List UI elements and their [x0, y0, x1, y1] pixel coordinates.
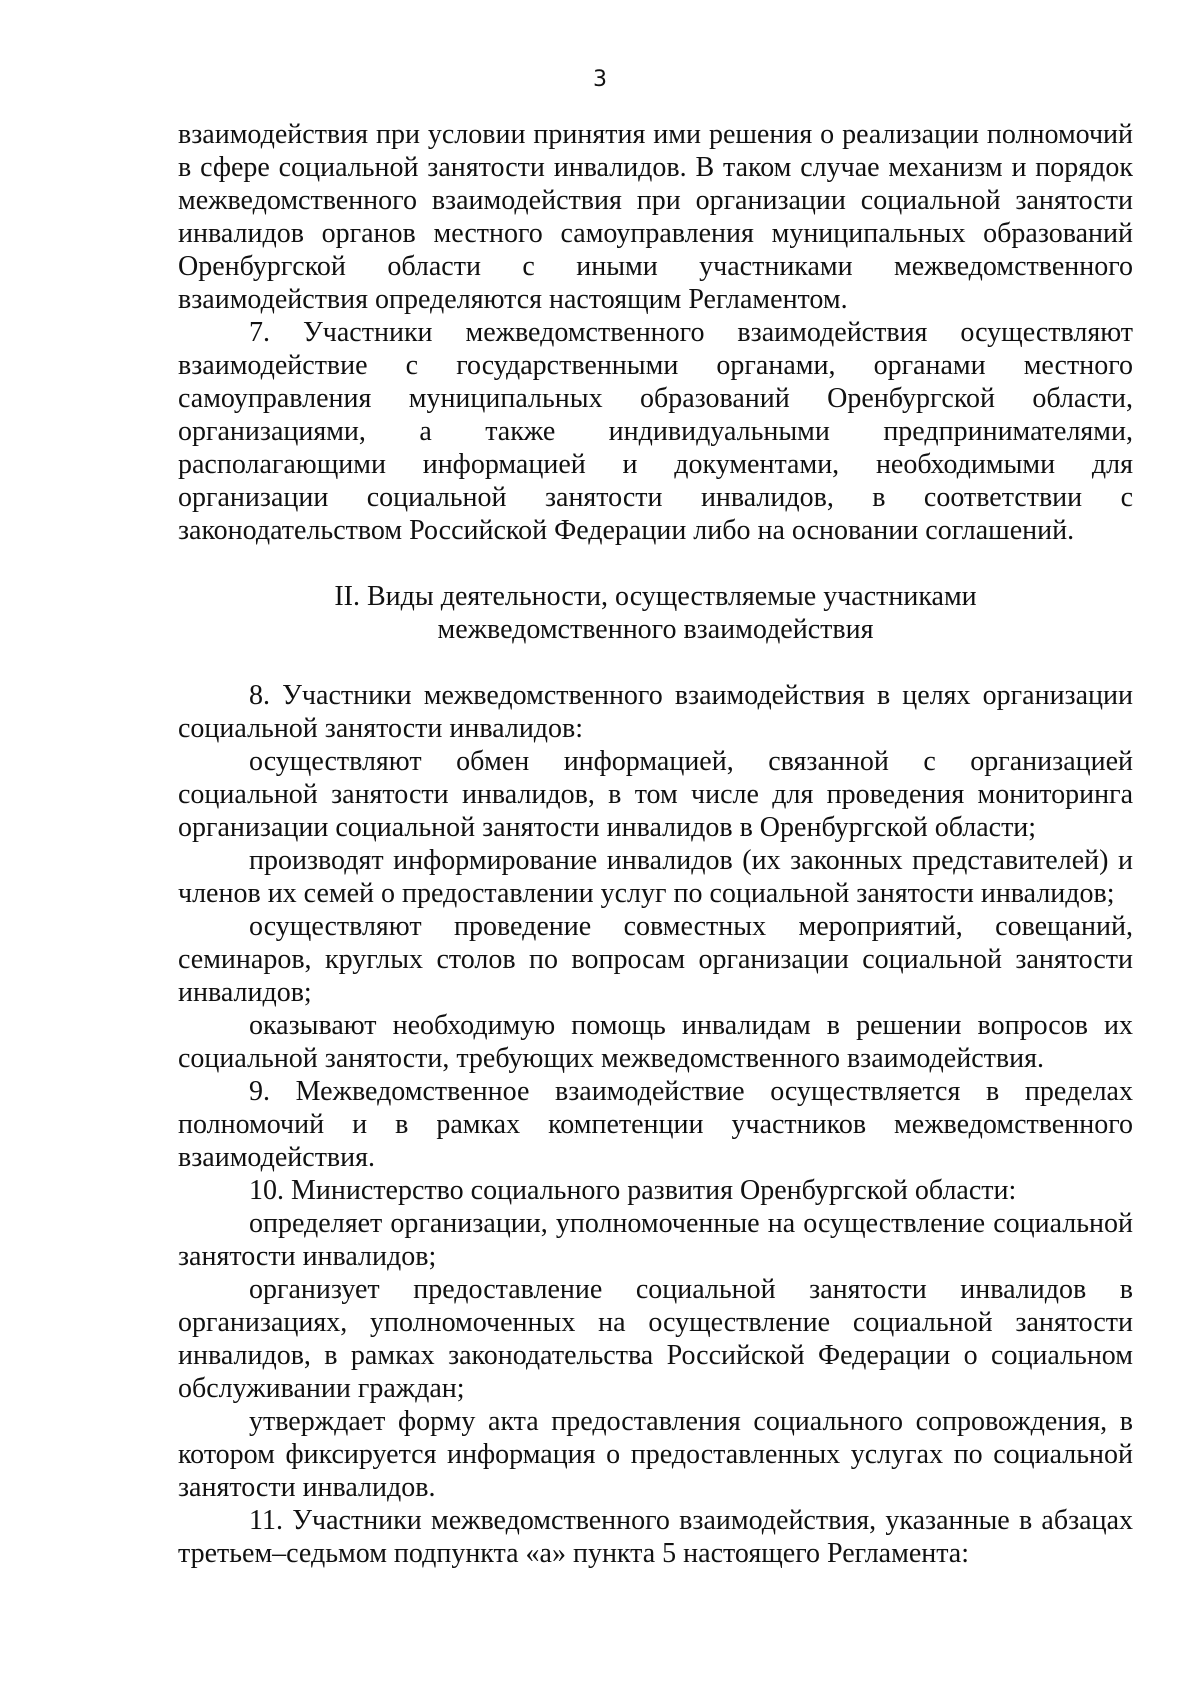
paragraph-11: 11. Участники межведомственного взаимодействия, указанные в абзацах третьем–седьмом подпункта «а» пункта 5 настоящего Регламента: — [178, 1505, 1133, 1569]
paragraph-8-item-1: осуществляют обмен информацией, связанной с организацией социальной занятости инвалидов, в том числе для проведения мониторинга организации социальной занятости инвалидов в Оренбургской области; — [178, 746, 1133, 843]
paragraph-7: 7. Участники межведомственного взаимодействия осуществляют взаимодействие с государственными органами, органами местного самоуправления муниципальных образований Оренбургской области, организациями, а также индивидуальными предпринимателями, располагающими информацией и документами, необходимыми для организации социальной занятости инвалидов, в соответствии с законодательством Российской Федерации либо на основании соглашений. — [178, 317, 1133, 546]
paragraph-8: 8. Участники межведомственного взаимодействия в целях организации социальной занятости инвалидов: — [178, 680, 1133, 744]
paragraph-8-item-2: производят информирование инвалидов (их законных представителей) и членов их семей о предоставлении услуг по социальной занятости инвалидов; — [178, 845, 1133, 909]
paragraph-continuation: взаимодействия при условии принятия ими решения о реализации полномочий в сфере социальной занятости инвалидов. В таком случае механизм и порядок межведомственного взаимодействия при организации социальной занятости инвалидов органов местного самоуправления муниципальных образований Оренбургской области с иными участниками межведомственного взаимодействия определяются настоящим Регламентом. — [178, 119, 1133, 315]
section-heading-line-2: межведомственного взаимодействия — [437, 614, 874, 645]
paragraph-8-item-3: осуществляют проведение совместных мероприятий, совещаний, семинаров, круглых столов по вопросам организации социальной занятости инвалидов; — [178, 911, 1133, 1008]
paragraph-9: 9. Межведомственное взаимодействие осуществляется в пределах полномочий и в рамках компетенции участников межведомственного взаимодействия. — [178, 1076, 1133, 1173]
paragraph-8-item-4: оказывают необходимую помощь инвалидам в решении вопросов их социальной занятости, требующих межведомственного взаимодействия. — [178, 1010, 1133, 1074]
section-heading-line-1: II. Виды деятельности, осуществляемые участниками — [334, 581, 977, 612]
paragraph-10: 10. Министерство социального развития Оренбургской области: — [249, 1175, 1017, 1206]
section-heading — [178, 580, 1133, 646]
paragraph-10-item-3: утверждает форму акта предоставления социального сопровождения, в котором фиксируется информация о предоставленных услугах по социальной занятости инвалидов. — [178, 1406, 1133, 1503]
page-number: 3 — [593, 67, 607, 92]
paragraph-10-item-1: определяет организации, уполномоченные на осуществление социальной занятости инвалидов; — [178, 1208, 1133, 1272]
document-body — [178, 118, 1133, 1570]
paragraph-10-item-2: организует предоставление социальной занятости инвалидов в организациях, уполномоченных на осуществление социальной занятости инвалидов, в рамках законодательства Российской Федерации о социальном обслуживании граждан; — [178, 1274, 1133, 1404]
